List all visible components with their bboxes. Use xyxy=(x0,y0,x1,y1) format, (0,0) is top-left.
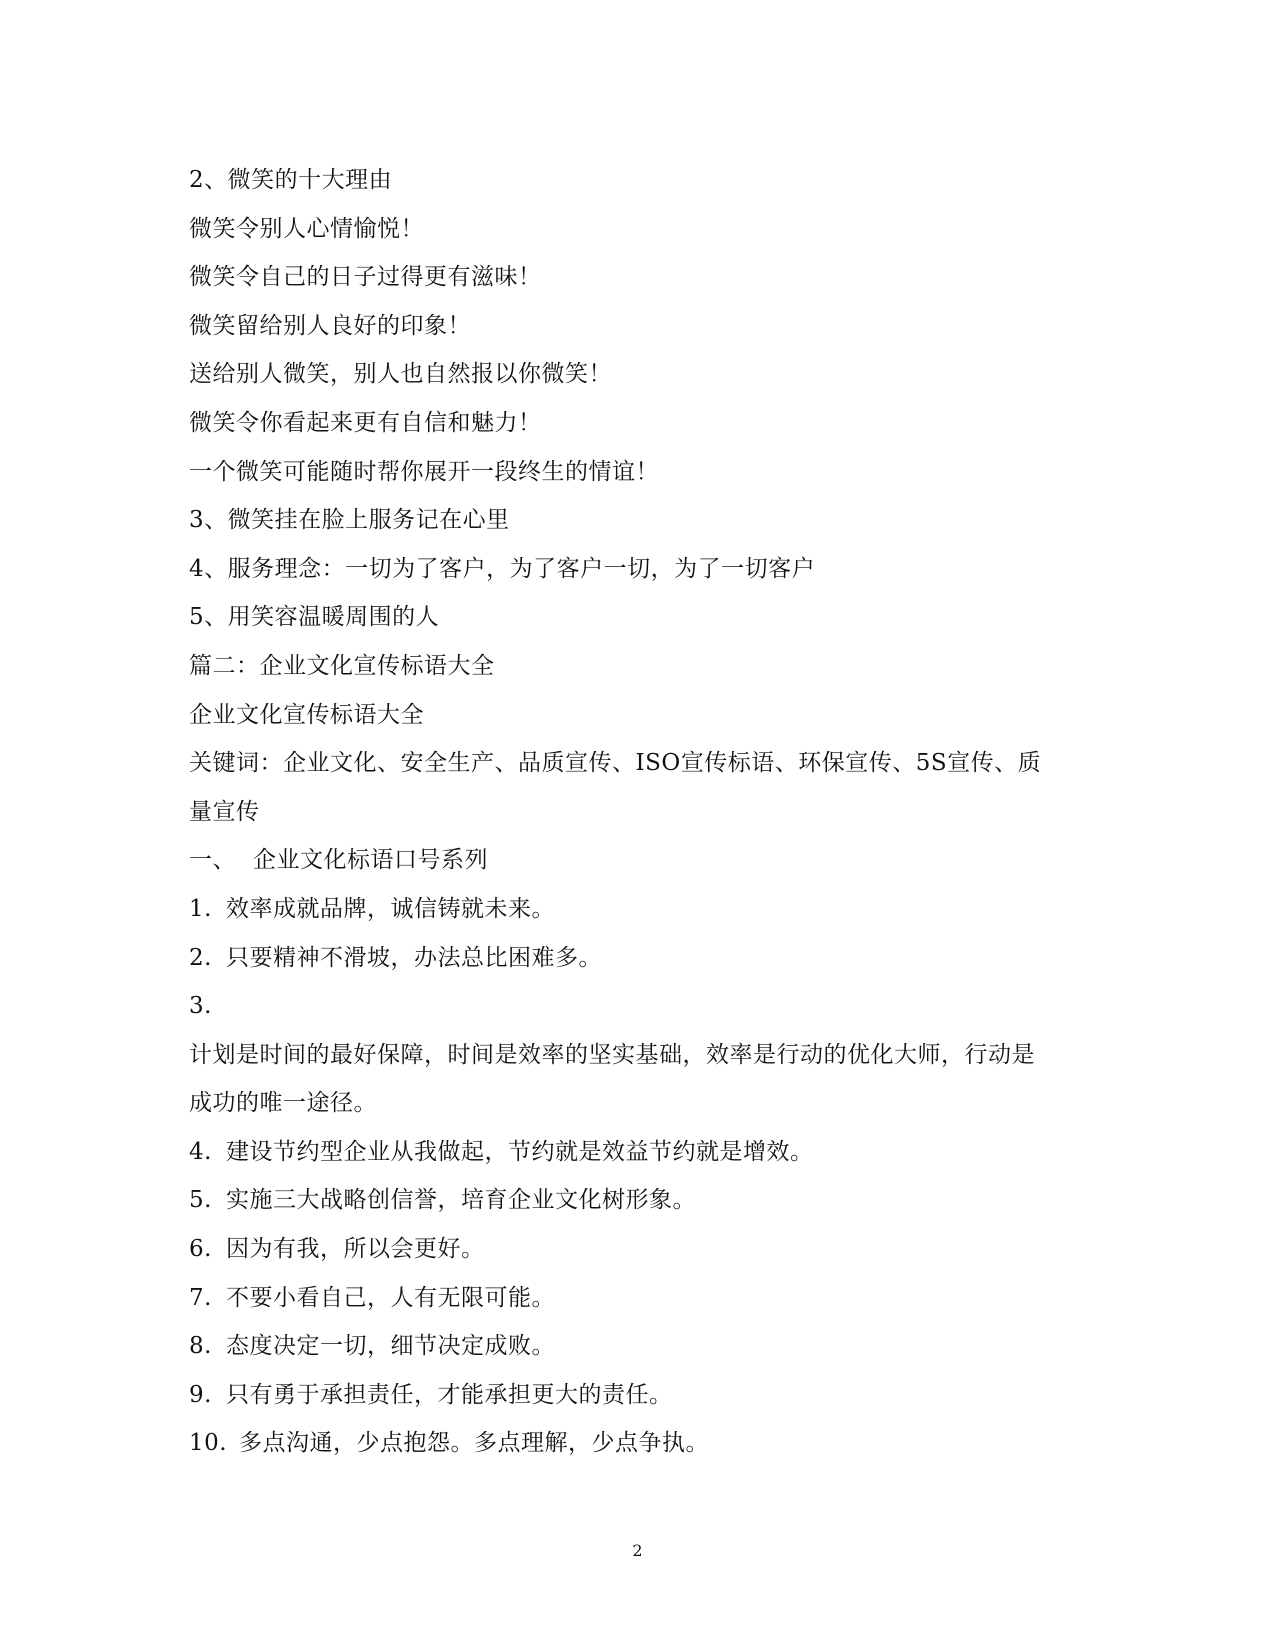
heading-smile-reasons: 2、微笑的十大理由 xyxy=(189,167,393,193)
list-text: 不要小看自己，人有无限可能。 xyxy=(226,1284,555,1311)
list-text: 只要精神不滑坡，办法总比困难多。 xyxy=(226,944,602,971)
list-item xyxy=(189,885,1089,934)
list-item xyxy=(189,1176,1089,1225)
list-text: 建设节约型企业从我做起，节约就是效益节约就是增效。 xyxy=(226,1138,814,1165)
list-item xyxy=(189,1274,1089,1323)
list-text-continued: 计划是时间的最好保障，时间是效率的坚实基础，效率是行动的优化大师，行动是 xyxy=(189,1041,1035,1068)
list-text: 因为有我，所以会更好。 xyxy=(226,1236,485,1263)
list-number: 10. xyxy=(189,1430,228,1457)
list-text: 多点沟通，少点抱怨。多点理解，少点争执。 xyxy=(239,1430,709,1457)
list-item xyxy=(189,1419,1089,1468)
section-heading xyxy=(189,836,1089,885)
list-text: 实施三大战略创信誉，培育企业文化树形象。 xyxy=(226,1187,696,1214)
list-item xyxy=(189,982,1089,1031)
list-number: 9. xyxy=(189,1381,212,1408)
chapter-title: 篇二：企业文化宣传标语大全 xyxy=(189,652,495,679)
list-number: 8. xyxy=(189,1333,212,1360)
list-number: 1. xyxy=(189,895,212,922)
paragraph-line: 送给别人微笑，别人也自然报以你微笑！ xyxy=(189,361,612,388)
list-text: 只有勇于承担责任，才能承担更大的责任。 xyxy=(226,1381,673,1408)
keywords-line: 关键词：企业文化、安全生产、品质宣传、ISO宣传标语、环保宣传、5S宣传、质 xyxy=(189,750,1042,777)
list-text: 效率成就品牌，诚信铸就未来。 xyxy=(226,895,555,922)
paragraph-line: 微笑令别人心情愉悦！ xyxy=(189,215,424,242)
list-number: 5. xyxy=(189,1187,212,1214)
heading-service-concept: 4、服务理念：一切为了客户，为了客户一切，为了一切客户 xyxy=(189,555,816,582)
paragraph-line: 微笑留给别人良好的印象！ xyxy=(189,312,471,339)
paragraph-line: 微笑令自己的日子过得更有滋味！ xyxy=(189,264,542,291)
list-item xyxy=(189,1225,1089,1274)
list-number: 7. xyxy=(189,1284,212,1311)
list-item xyxy=(189,1371,1089,1420)
list-item xyxy=(189,1322,1089,1371)
list-text-continued: 成功的唯一途径。 xyxy=(189,1090,377,1117)
document-body xyxy=(189,156,1089,1468)
list-text: 态度决定一切，细节决定成败。 xyxy=(226,1333,555,1360)
list-number: 6. xyxy=(189,1236,212,1263)
keywords-line-continued: 量宣传 xyxy=(189,798,260,825)
paragraph-line: 一个微笑可能随时帮你展开一段终生的情谊！ xyxy=(189,458,659,485)
list-number: 4. xyxy=(189,1138,212,1165)
document-title: 企业文化宣传标语大全 xyxy=(189,701,424,728)
page-number: 2 xyxy=(632,1541,643,1560)
list-item xyxy=(189,1128,1089,1177)
section-number: 一、 xyxy=(189,847,236,874)
heading-warm-people: 5、用笑容温暖周围的人 xyxy=(189,604,440,631)
list-number: 3. xyxy=(189,993,212,1020)
section-title: 企业文化标语口号系列 xyxy=(253,847,488,874)
list-item xyxy=(189,934,1089,983)
list-number: 2. xyxy=(189,944,212,971)
paragraph-line: 微笑令你看起来更有自信和魅力！ xyxy=(189,409,542,436)
heading-smile-service: 3、微笑挂在脸上服务记在心里 xyxy=(189,507,510,534)
